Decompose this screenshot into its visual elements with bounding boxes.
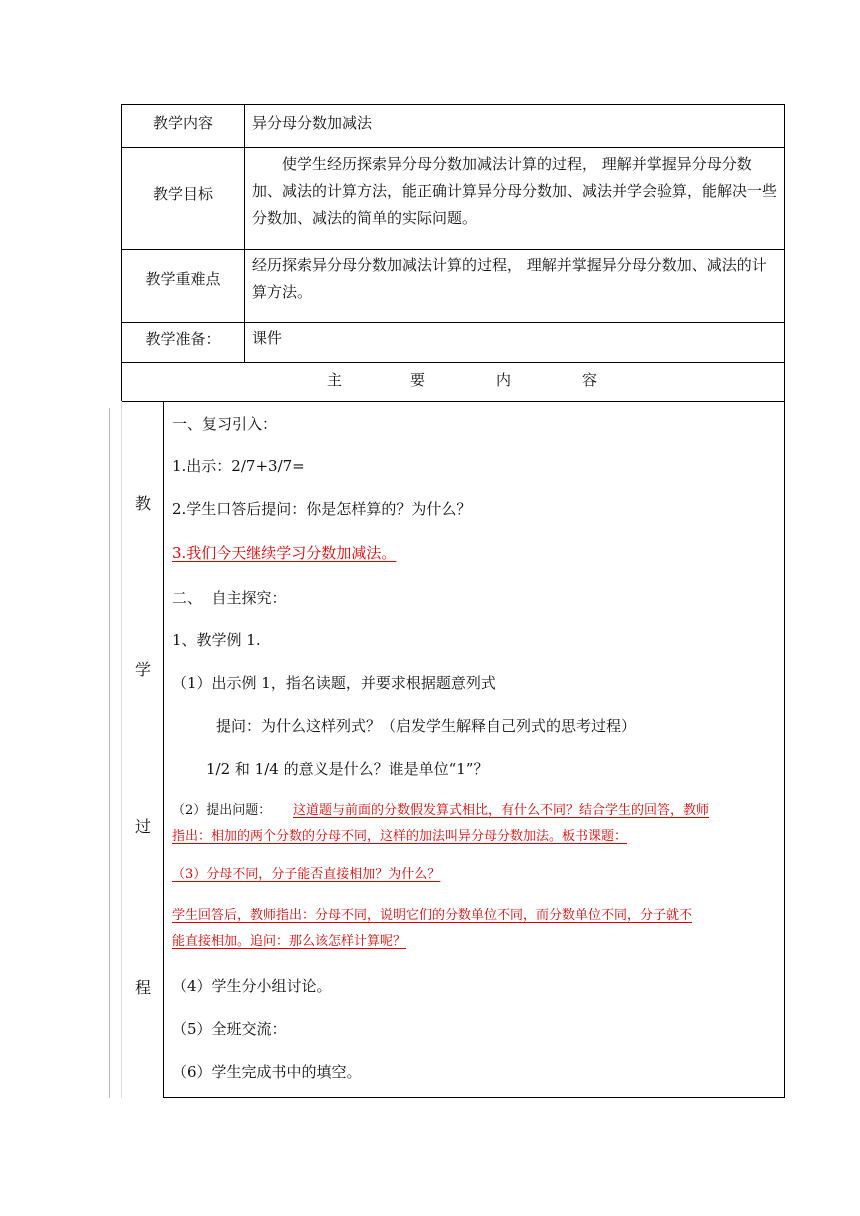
content-self-explore-heading: 二、 自主探究： (172, 589, 287, 607)
content-question-why: 提问：为什么这样列式？（启发学生解释自己列式的思考过程） (216, 717, 637, 735)
label-teaching-content: 教学内容 (152, 114, 213, 132)
header-char-2: 要 (410, 371, 426, 389)
content-step-4: （4）学生分小组讨论。 (172, 977, 332, 995)
content-step-2-prefix: （2）提出问题： (172, 803, 272, 818)
table-line-side-divider (163, 401, 164, 1098)
content-example-1: 1、教学例 1. (172, 631, 261, 649)
table-line-top (121, 104, 785, 105)
value-key-points: 经历探索异分母分数加减法计算的过程， 理解并掌握异分母分数加、减法的计算方法。 (252, 256, 767, 301)
content-student-answer: 2.学生口答后提问：你是怎样算的？为什么？ (172, 500, 472, 518)
content-step-2-red: 这道题与前面的分数假发算式相比，有什么不同？结合学生的回答，教师 (293, 803, 710, 818)
content-continue-learning: 3.我们今天继续学习分数加减法。 (172, 544, 397, 562)
table-line-row1-bottom (121, 147, 785, 148)
content-teacher-note-cont: 能直接相加。追问：那么该怎样计算呢？ (172, 934, 407, 949)
header-char-1: 主 (327, 371, 343, 389)
label-preparation: 教学准备： (145, 330, 221, 348)
label-teaching-goals: 教学目标 (152, 185, 213, 203)
content-review-heading: 一、复习引入： (172, 415, 278, 433)
content-show-expression: 1.出示：2/7+3/7= (172, 457, 305, 475)
content-step-2-red-cont: 指出：相加的两个分数的分母不同，这样的加法叫异分母分数加法。板书课题： (172, 829, 628, 844)
content-teacher-note: 学生回答后，教师指出：分母不同，说明它们的分数单位不同，而分数单位不同，分子就不 (172, 908, 693, 923)
margin-line-1 (109, 408, 110, 1098)
side-char-4: 程 (135, 978, 152, 997)
value-teaching-content: 异分母分数加减法 (252, 114, 373, 132)
content-step-3: （3）分母不同，分子能否直接相加？为什么？ (172, 867, 441, 882)
table-line-bottom (163, 1097, 785, 1098)
table-line-right (784, 104, 785, 1098)
margin-line-2 (121, 401, 122, 1098)
side-char-3: 过 (135, 817, 152, 836)
side-char-1: 教 (135, 494, 152, 513)
table-line-row4-bottom (121, 362, 785, 363)
table-line-label-divider (244, 104, 245, 363)
content-meaning-question: 1/2 和 1/4 的意义是什么？谁是单位“1”？ (206, 760, 489, 778)
table-line-left (121, 104, 122, 402)
value-preparation: 课件 (252, 329, 283, 347)
header-char-3: 内 (496, 371, 512, 389)
label-key-points: 教学重难点 (145, 270, 221, 288)
content-step-1: （1）出示例 1，指名读题，并要求根据题意列式 (172, 674, 496, 692)
content-step-6: （6）学生完成书中的填空。 (172, 1063, 362, 1081)
content-step-5: （5）全班交流： (172, 1020, 287, 1038)
side-char-2: 学 (135, 660, 152, 679)
value-teaching-goals: 使学生经历探索异分母分数加减法计算的过程， 理解并掌握异分母分数加、减法的计算方法，能正确计算异分母分数加、减法并学会验算，能解决一些分数加、减法的简单的实际问题。 (252, 155, 778, 227)
table-line-header-bottom (121, 401, 785, 402)
header-char-4: 容 (582, 371, 598, 389)
table-line-row2-bottom (121, 249, 785, 250)
table-line-row3-bottom (121, 322, 785, 323)
